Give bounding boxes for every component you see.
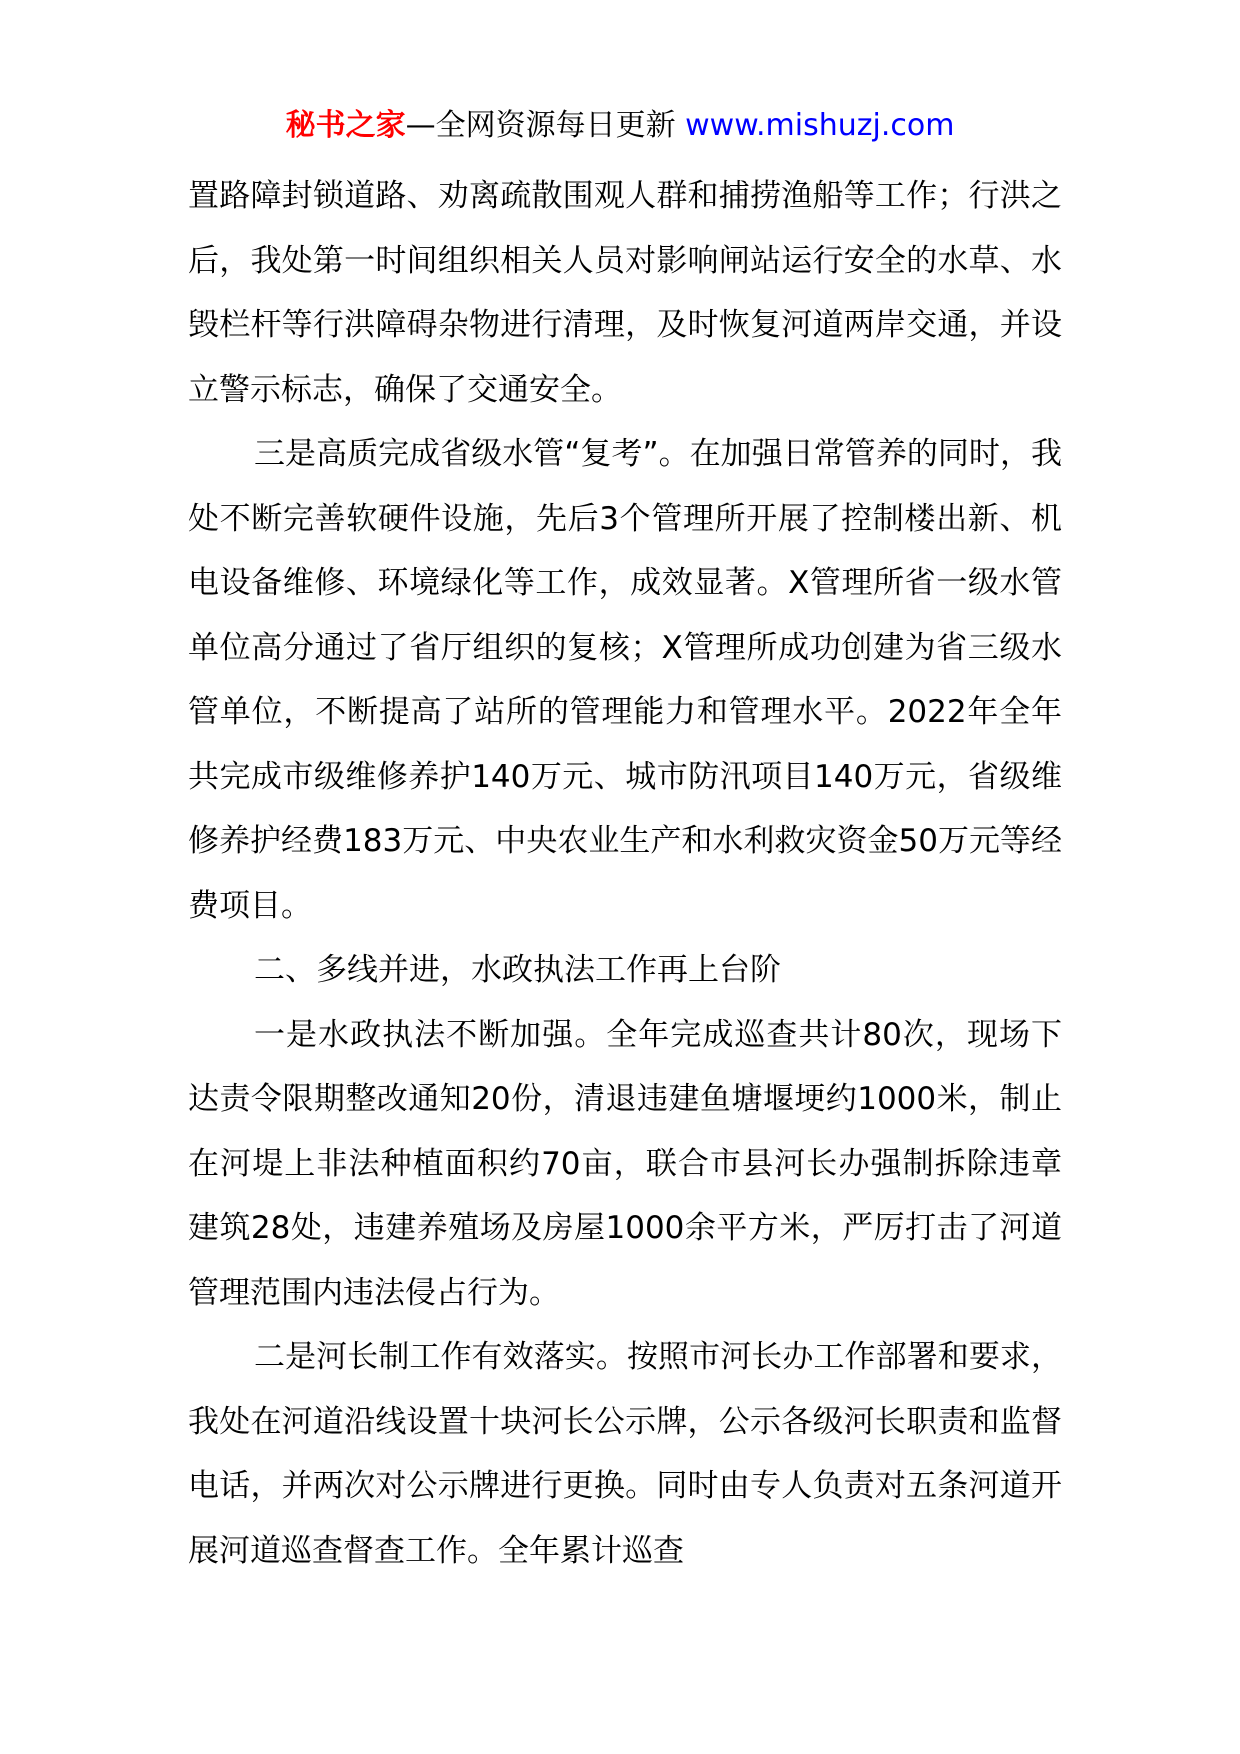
document-body — [188, 164, 1062, 1583]
paragraph-4: 一是水政执法不断加强。全年完成巡查共计80次，现场下达责令限期整改通知20份，清退违建鱼塘堰埂约1000米，制止在河堤上非法种植面积约70亩，联合市县河长办强制拆除违章建筑28处，违建养殖场及房屋1000余平方米，严厉打击了河道管理范围内违法侵占行为。 — [188, 1016, 1062, 1311]
paragraph-1: 置路障封锁道路、劝离疏散围观人群和捕捞渔船等工作；行洪之后，我处第一时间组织相关人员对影响闸站运行安全的水草、水毁栏杆等行洪障碍杂物进行清理，及时恢复河道两岸交通，并设立警示标志，确保了交通安全。 — [188, 178, 1062, 408]
brand-name: 秘书之家 — [285, 108, 406, 143]
section-heading: 二、多线并进，水政执法工作再上台阶 — [254, 952, 781, 988]
header-slogan: —全网资源每日更新 — [405, 108, 686, 143]
site-url-link[interactable]: www.mishuzj.com — [685, 108, 955, 143]
site-header — [0, 104, 1240, 148]
paragraph-2: 三是高质完成省级水管“复考”。在加强日常管养的同时，我处不断完善软硬件设施，先后3个管理所开展了控制楼出新、机电设备维修、环境绿化等工作，成效显著。X管理所省一级水管单位高分通过了省厅组织的复核；X管理所成功创建为省三级水管单位，不断提高了站所的管理能力和管理水平。2022年全年共完成市级维修养护140万元、城市防汛项目140万元，省级维修养护经费183万元、中央农业生产和水利救灾资金50万元等经费项目。 — [188, 436, 1062, 924]
paragraph-5: 二是河长制工作有效落实。按照市河长办工作部署和要求，我处在河道沿线设置十块河长公示牌，公示各级河长职责和监督电话，并两次对公示牌进行更换。同时由专人负责对五条河道开展河道巡查督查工作。全年累计巡查 — [188, 1339, 1062, 1569]
